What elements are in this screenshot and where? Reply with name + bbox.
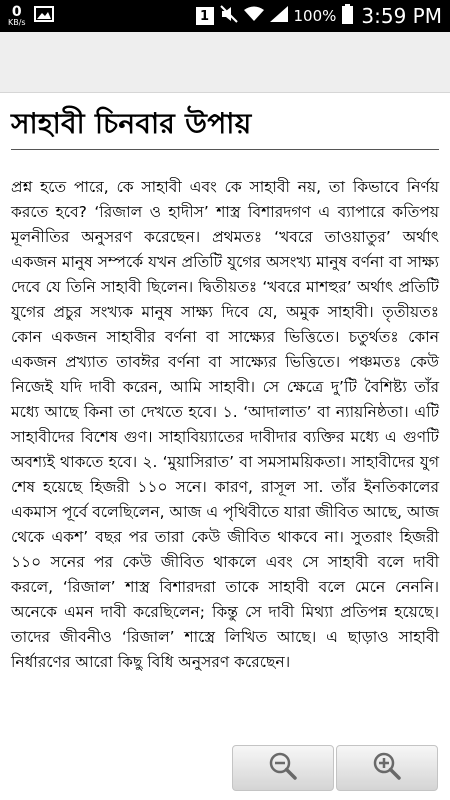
article-title: সাহাবী চিনবার উপায়: [11, 107, 252, 140]
mute-icon: [220, 5, 238, 27]
app-toolbar: [0, 32, 450, 93]
article-content[interactable]: [0, 93, 450, 800]
status-bar: [0, 0, 450, 32]
network-speed-unit: KB/s: [8, 18, 26, 27]
zoom-in-button[interactable]: [336, 745, 438, 791]
network-speed-indicator: [8, 5, 26, 27]
status-bar-right: [196, 4, 442, 28]
title-divider: [11, 149, 439, 150]
status-bar-left: [8, 5, 196, 27]
wifi-icon: [244, 6, 264, 26]
battery-icon: [342, 4, 353, 28]
gallery-icon: [34, 6, 54, 26]
notification-badge: 1: [196, 7, 214, 25]
signal-icon: [270, 6, 288, 26]
zoom-controls: [232, 745, 438, 791]
article-body: প্রশ্ন হতে পারে, কে সাহাবী এবং কে সাহাবী নয়, তা কিভাবে নির্ণয় করতে হবে? ‘রিজাল ও হাদীস’ শাস্ত্র বিশারদগণ এ ব্যাপারে কতিপয় মূলনীতির অনুসরণ করেছেন। প্রথমতঃ ‘খবরে তাওয়াতুর’ অর্থাৎ একজন মানুষ সম্পর্কে যখন প্রতিটি যুগের অসংখ্য মানুষ বর্ণনা বা সাক্ষ্য দেবে যে তিনি সাহাবী ছিলেন। দ্বিতীয়তঃ ‘খবরে মাশহুর’ অর্থাৎ প্রতিটি যুগের প্রচুর সংখ্যক মানুষ সাক্ষ্য দিবে যে, অমুক সাহাবী। তৃতীয়তঃ কোন একজন সাহাবীর বর্ণনা বা সাক্ষ্যের ভিত্তিতে। চতুর্থতঃ কোন একজন প্রখ্যাত তাবঈর বর্ণনা বা সাক্ষ্যের ভিত্তিতে। পঞ্চমতঃ কেউ নিজেই যদি দাবী করেন, আমি সাহাবী। সে ক্ষেত্রে দু’টি বৈশিষ্ট্য তাঁর মধ্যে আছে কিনা তা দেখতে হবে। ১. ‘আদালাত’ বা ন্যায়নিষ্ঠতা। এটি সাহাবীদের বিশেষ গুণ। সাহাবিয়্যাতের দাবীদার ব্যক্তির মধ্যে এ গুণটি অবশ্যই থাকতে হবে। ২. ‘মুয়াসিরাত’ বা সমসাময়িকতা। সাহাবীদের যুগ শেষ হয়েছে হিজরী ১১০ সনে। কারণ, রাসূল সা. তাঁর ইনতিকালের একমাস পূর্বে বলেছিলেন, আজ এ পৃথিবীতে যারা জীবিত আছে, আজ থেকে একশ’ বছর পর তারা কেউ জীবিত থাকবে না। সুতরাং হিজরী ১১০ সনের পর কেউ জীবিত থাকলে এবং সে সাহাবী বলে দাবী করলে, ‘রিজাল’ শাস্ত্র বিশারদরা তাকে সাহাবী বলে মেনে নেননি। অনেকে এমন দাবী করেছিলেন; কিন্তু সে দাবী মিথ্যা প্রতিপন্ন হয়েছে। তাদের জীবনীও ‘রিজাল’ শাস্ত্রে লিখিত আছে। এ ছাড়াও সাহাবী নির্ধারণের আরো কিছু বিধি অনুসরণ করেছেন।: [11, 178, 439, 671]
battery-percent: 100%: [293, 7, 337, 25]
network-speed-value: 0: [11, 4, 22, 20]
clock: 3:59 PM: [361, 4, 442, 28]
zoom-out-button[interactable]: [232, 745, 334, 791]
zoom-out-icon: [268, 751, 298, 785]
zoom-in-icon: [372, 751, 402, 785]
